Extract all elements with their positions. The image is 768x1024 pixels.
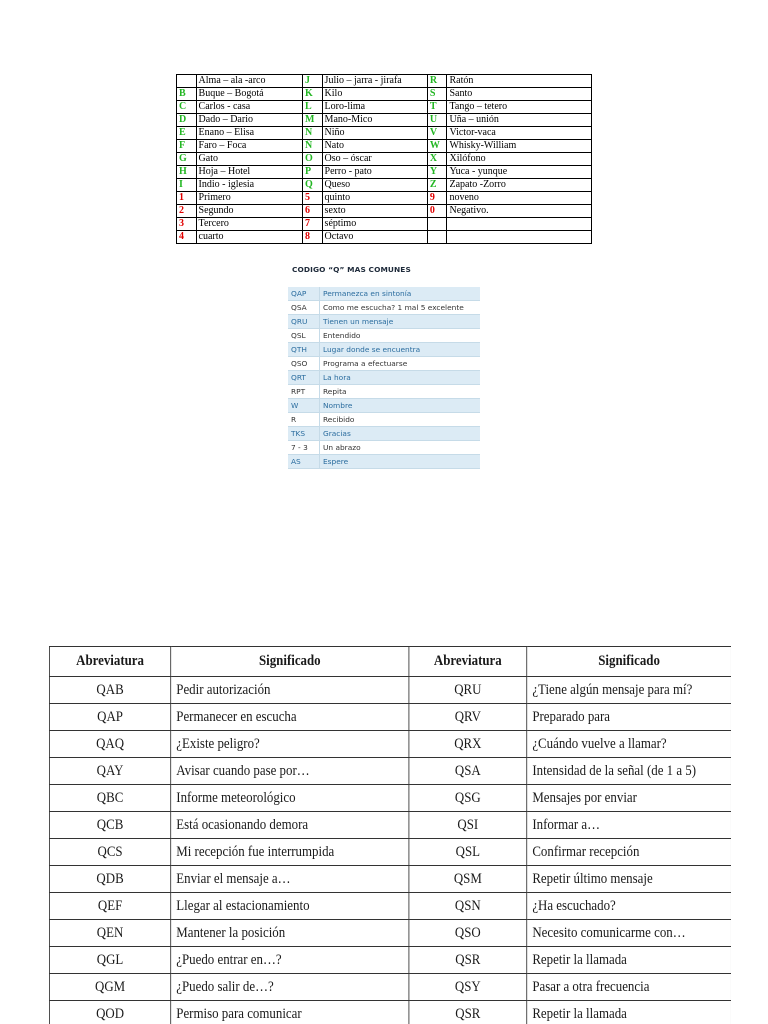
- key-cell: B: [177, 88, 197, 101]
- key-cell: 3: [177, 218, 197, 231]
- phonetic-alphabet-table: [176, 74, 592, 244]
- key-cell: H: [177, 166, 197, 179]
- table-row: [177, 101, 592, 114]
- meaning-cell: ¿Tiene algún mensaje para mí?: [527, 677, 731, 704]
- word-cell: Kilo: [322, 88, 427, 101]
- word-cell: Santo: [447, 88, 592, 101]
- word-cell: cuarto: [196, 231, 302, 244]
- q-meaning: Programa a efectuarse: [320, 357, 481, 371]
- q-meaning: Repita: [320, 385, 481, 399]
- key-cell: F: [177, 140, 197, 153]
- meaning-cell: Intensidad de la señal (de 1 a 5): [527, 758, 731, 785]
- abbreviation-cell: QSA: [409, 758, 527, 785]
- key-cell: L: [303, 101, 323, 114]
- table-row: [177, 127, 592, 140]
- meaning-cell: ¿Cuándo vuelve a llamar?: [527, 731, 731, 758]
- key-cell: K: [303, 88, 323, 101]
- meaning-cell: Mantener la posición: [171, 920, 409, 947]
- q-code: QTH: [288, 343, 320, 357]
- key-cell: P: [303, 166, 323, 179]
- table-row: [177, 179, 592, 192]
- list-item: [288, 399, 480, 413]
- meaning-cell: ¿Puedo salir de…?: [171, 974, 409, 1001]
- table-row: [49, 785, 731, 812]
- key-cell: 6: [303, 205, 323, 218]
- word-cell: Segundo: [196, 205, 302, 218]
- word-cell: Xilófono: [447, 153, 592, 166]
- table-row: [49, 1001, 731, 1024]
- q-meaning: Espere: [320, 455, 481, 469]
- word-cell: Zapato -Zorro: [447, 179, 592, 192]
- key-cell: 1: [177, 192, 197, 205]
- q-code: TKS: [288, 427, 320, 441]
- meaning-cell: Enviar el mensaje a…: [171, 866, 409, 893]
- key-cell: [427, 231, 447, 244]
- word-cell: Victor-vaca: [447, 127, 592, 140]
- word-cell: [447, 218, 592, 231]
- list-item: [288, 413, 480, 427]
- q-meaning: Permanezca en sintonía: [320, 287, 481, 301]
- word-cell: Enano – Elisa: [196, 127, 302, 140]
- abbreviation-table-header: [49, 647, 731, 677]
- list-item: [288, 441, 480, 455]
- word-cell: Yuca - yunque: [447, 166, 592, 179]
- meaning-cell: Repetir la llamada: [527, 1001, 731, 1024]
- word-cell: Gato: [196, 153, 302, 166]
- q-meaning: Tienen un mensaje: [320, 315, 481, 329]
- q-code: 7 - 3: [288, 441, 320, 455]
- key-cell: [427, 218, 447, 231]
- key-cell: R: [427, 75, 447, 88]
- abbreviation-cell: QCS: [49, 839, 170, 866]
- q-code: QSL: [288, 329, 320, 343]
- table-row: [177, 192, 592, 205]
- list-item: [288, 455, 480, 469]
- word-cell: Queso: [322, 179, 427, 192]
- abbreviation-cell: QSG: [409, 785, 527, 812]
- key-cell: 9: [427, 192, 447, 205]
- key-cell: O: [303, 153, 323, 166]
- word-cell: séptimo: [322, 218, 427, 231]
- word-cell: Tercero: [196, 218, 302, 231]
- q-meaning: Como me escucha? 1 mal 5 excelente: [320, 301, 481, 315]
- q-meaning: Un abrazo: [320, 441, 481, 455]
- word-cell: Negativo.: [447, 205, 592, 218]
- table-row: [49, 731, 731, 758]
- meaning-cell: Repetir último mensaje: [527, 866, 731, 893]
- key-cell: [177, 75, 197, 88]
- table-row: [49, 758, 731, 785]
- word-cell: Ratón: [447, 75, 592, 88]
- abbreviation-cell: QEF: [49, 893, 170, 920]
- meaning-cell: Avisar cuando pase por…: [171, 758, 409, 785]
- abbreviation-cell: QAQ: [49, 731, 170, 758]
- q-meaning: Nombre: [320, 399, 481, 413]
- table-row: [177, 88, 592, 101]
- meaning-cell: ¿Puedo entrar en…?: [171, 947, 409, 974]
- q-code-card-body: [288, 287, 480, 469]
- meaning-cell: Informar a…: [527, 812, 731, 839]
- abbreviation-cell: QRX: [409, 731, 527, 758]
- q-code-card: [288, 259, 480, 492]
- abbreviation-cell: QSL: [409, 839, 527, 866]
- meaning-cell: Informe meteorológico: [171, 785, 409, 812]
- key-cell: M: [303, 114, 323, 127]
- q-meaning: La hora: [320, 371, 481, 385]
- q-code: QRT: [288, 371, 320, 385]
- table-row: [49, 812, 731, 839]
- key-cell: V: [427, 127, 447, 140]
- q-meaning: Entendido: [320, 329, 481, 343]
- word-cell: Octavo: [322, 231, 427, 244]
- key-cell: N: [303, 127, 323, 140]
- meaning-cell: Necesito comunicarme con…: [527, 920, 731, 947]
- table-row: [49, 974, 731, 1001]
- list-item: [288, 301, 480, 315]
- header-row: [49, 647, 731, 677]
- table-row: [49, 920, 731, 947]
- q-code: W: [288, 399, 320, 413]
- abbreviation-cell: QSM: [409, 866, 527, 893]
- meaning-cell: Mi recepción fue interrumpida: [171, 839, 409, 866]
- word-cell: Nato: [322, 140, 427, 153]
- word-cell: noveno: [447, 192, 592, 205]
- key-cell: W: [427, 140, 447, 153]
- abbreviation-cell: QBC: [49, 785, 170, 812]
- abbreviation-cell: QAB: [49, 677, 170, 704]
- meaning-cell: Repetir la llamada: [527, 947, 731, 974]
- abbreviation-table-body: [49, 677, 731, 1024]
- key-cell: 4: [177, 231, 197, 244]
- q-code-card-title: CODIGO “Q” MAS COMUNES: [292, 265, 411, 274]
- table-row: [49, 677, 731, 704]
- word-cell: Oso – óscar: [322, 153, 427, 166]
- list-item: [288, 357, 480, 371]
- list-item: [288, 287, 480, 301]
- key-cell: 2: [177, 205, 197, 218]
- key-cell: G: [177, 153, 197, 166]
- key-cell: 7: [303, 218, 323, 231]
- meaning-cell: Confirmar recepción: [527, 839, 731, 866]
- key-cell: U: [427, 114, 447, 127]
- abbreviation-cell: QSR: [409, 947, 527, 974]
- word-cell: Alma – ala -arco: [196, 75, 302, 88]
- word-cell: Carlos - casa: [196, 101, 302, 114]
- table-row: [49, 947, 731, 974]
- q-meaning: Recibido: [320, 413, 481, 427]
- key-cell: C: [177, 101, 197, 114]
- word-cell: Hoja – Hotel: [196, 166, 302, 179]
- word-cell: sexto: [322, 205, 427, 218]
- word-cell: [447, 231, 592, 244]
- key-cell: 8: [303, 231, 323, 244]
- meaning-cell: Permiso para comunicar: [171, 1001, 409, 1024]
- list-item: [288, 385, 480, 399]
- word-cell: Tango – tetero: [447, 101, 592, 114]
- q-code: RPT: [288, 385, 320, 399]
- q-meaning: Gracias: [320, 427, 481, 441]
- word-cell: Indio - iglesia: [196, 179, 302, 192]
- q-code-card-table: [288, 287, 480, 469]
- abbreviation-table: [49, 646, 731, 1024]
- word-cell: Dado – Dario: [196, 114, 302, 127]
- abbreviation-cell: QGL: [49, 947, 170, 974]
- table-row: [177, 114, 592, 127]
- word-cell: Buque – Bogotá: [196, 88, 302, 101]
- key-cell: X: [427, 153, 447, 166]
- abbreviation-cell: QGM: [49, 974, 170, 1001]
- table-row: [49, 866, 731, 893]
- list-item: [288, 371, 480, 385]
- q-code: QRU: [288, 315, 320, 329]
- abbreviation-cell: QCB: [49, 812, 170, 839]
- abbreviation-cell: QRV: [409, 704, 527, 731]
- table-row: [49, 704, 731, 731]
- q-code: QSA: [288, 301, 320, 315]
- word-cell: Loro-lima: [322, 101, 427, 114]
- meaning-cell: Mensajes por enviar: [527, 785, 731, 812]
- abbreviation-cell: QSO: [409, 920, 527, 947]
- q-code: QSO: [288, 357, 320, 371]
- meaning-cell: Preparado para: [527, 704, 731, 731]
- list-item: [288, 427, 480, 441]
- header-abbreviation: Abreviatura: [409, 647, 527, 677]
- word-cell: quinto: [322, 192, 427, 205]
- table-row: [177, 166, 592, 179]
- table-row: [177, 153, 592, 166]
- meaning-cell: Permanecer en escucha: [171, 704, 409, 731]
- meaning-cell: Pasar a otra frecuencia: [527, 974, 731, 1001]
- table-row: [177, 75, 592, 88]
- word-cell: Perro - pato: [322, 166, 427, 179]
- abbreviation-cell: QSI: [409, 812, 527, 839]
- abbreviation-cell: QSY: [409, 974, 527, 1001]
- q-code: AS: [288, 455, 320, 469]
- key-cell: Ñ: [303, 140, 323, 153]
- meaning-cell: Pedir autorización: [171, 677, 409, 704]
- q-code: R: [288, 413, 320, 427]
- abbreviation-cell: QDB: [49, 866, 170, 893]
- phonetic-table-body: [177, 75, 592, 244]
- word-cell: Whisky-William: [447, 140, 592, 153]
- meaning-cell: ¿Existe peligro?: [171, 731, 409, 758]
- table-row: [177, 205, 592, 218]
- key-cell: D: [177, 114, 197, 127]
- word-cell: Mano-Mico: [322, 114, 427, 127]
- key-cell: Z: [427, 179, 447, 192]
- q-code: QAP: [288, 287, 320, 301]
- abbreviation-cell: QRU: [409, 677, 527, 704]
- list-item: [288, 343, 480, 357]
- word-cell: Julio – jarra - jirafa: [322, 75, 427, 88]
- q-meaning: Lugar donde se encuentra: [320, 343, 481, 357]
- key-cell: J: [303, 75, 323, 88]
- meaning-cell: ¿Ha escuchado?: [527, 893, 731, 920]
- list-item: [288, 329, 480, 343]
- word-cell: Primero: [196, 192, 302, 205]
- key-cell: I: [177, 179, 197, 192]
- key-cell: 5: [303, 192, 323, 205]
- abbreviation-cell: QAP: [49, 704, 170, 731]
- abbreviation-cell: QSN: [409, 893, 527, 920]
- table-row: [49, 839, 731, 866]
- abbreviation-cell: QEN: [49, 920, 170, 947]
- key-cell: S: [427, 88, 447, 101]
- header-meaning: Significado: [527, 647, 731, 677]
- key-cell: Y: [427, 166, 447, 179]
- table-row: [49, 893, 731, 920]
- word-cell: Uña – unión: [447, 114, 592, 127]
- word-cell: Niño: [322, 127, 427, 140]
- abbreviation-cell: QAY: [49, 758, 170, 785]
- key-cell: E: [177, 127, 197, 140]
- table-row: [177, 140, 592, 153]
- key-cell: Q: [303, 179, 323, 192]
- abbreviation-cell: QSR: [409, 1001, 527, 1024]
- table-row: [177, 218, 592, 231]
- key-cell: 0: [427, 205, 447, 218]
- key-cell: T: [427, 101, 447, 114]
- meaning-cell: Está ocasionando demora: [171, 812, 409, 839]
- list-item: [288, 315, 480, 329]
- header-abbreviation: Abreviatura: [49, 647, 170, 677]
- table-row: [177, 231, 592, 244]
- abbreviation-table-wrapper: [49, 646, 731, 1024]
- word-cell: Faro – Foca: [196, 140, 302, 153]
- abbreviation-cell: QOD: [49, 1001, 170, 1024]
- meaning-cell: Llegar al estacionamiento: [171, 893, 409, 920]
- header-meaning: Significado: [171, 647, 409, 677]
